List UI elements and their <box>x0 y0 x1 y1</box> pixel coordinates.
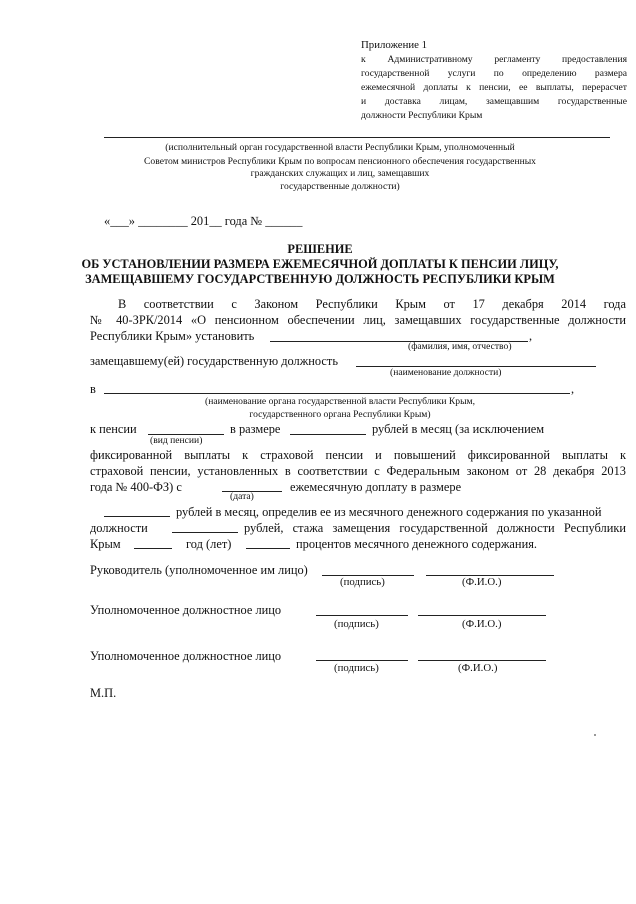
paragraph-line: должности <box>90 521 148 535</box>
hint-pension-type: (вид пенсии) <box>150 435 203 446</box>
signature-blank <box>316 615 408 616</box>
decision-subtitle: ЗАМЕЩАВШЕМУ ГОСУДАРСТВЕННУЮ ДОЛЖНОСТЬ РЕСПУБЛИКИ КРЫМ <box>85 272 555 286</box>
organ-blank <box>104 393 570 394</box>
appendix-line: государственной услуги по определению размера <box>361 68 627 79</box>
authority-hint: государственные должности) <box>280 181 400 192</box>
paragraph-line: Крым <box>90 537 121 551</box>
supplement-amount-blank <box>104 516 170 517</box>
document-page: Приложение 1 к Административному регламенту предоставления государственной услуги по определению размера ежемесячной доплаты к пенсии, ее выплаты, перерасчет и доставка лицам, замещавшим государственные должности Республики Крым (исполнительный орган государственной власти Республики Крым, уполномоченный Советом министров Республики Крым по вопросам пенсионного обеспечения государственных гражданских служащих и лиц, замещавших государственные должности) «___» ________ 201__ года № ______ РЕШЕНИЕ ОБ УСТАНОВЛЕНИИ РАЗМЕРА ЕЖЕМЕСЯЧНОЙ ДОПЛАТЫ К ПЕНСИИ ЛИЦУ, ЗАМЕЩАВШЕМУ ГОСУДАРСТВЕННУЮ ДОЛЖНОСТЬ РЕСПУБЛИКИ КРЫМ В соответствии с Законом Республики Крым от 17 декабря 2014 года № 40-ЗРК/2014 «О пенсионном обеспечении лиц, замещавших государственные должности Республики Крым» установить , (фамилия, имя, отчество) замещавшему(ей) государственную должность (наименование должности) в , (наименование органа государственной власти Республики Крым, государственного органа Республики Крым) к пенсии в размере рублей в месяц (за исключением (вид пенсии) фиксированной выплаты к страховой пенсии и повышений фиксированной выплаты к страховой пенсии, установленных в соответствии с Федеральным законом от 28 декабря 2013 года № 400-ФЗ) с ежемесячную доплату в размере (дата) рублей в месяц, определив ее из месячного денежного содержания по указанной должности рублей, стажа замещения государственной должности Республики Крым год (лет) процентов месячного денежного содержания. Руководитель (уполномоченное им лицо) (подпись) (Ф.И.О.) Уполномоченное должностное лицо (подпись) (Ф.И.О.) Уполномоченное должностное лицо (подпись) (Ф.И.О.) М.П. <box>0 0 636 904</box>
hint-fio: (фамилия, имя, отчество) <box>408 341 512 352</box>
authority-hint: гражданских служащих и лиц, замещавших <box>250 168 430 179</box>
paragraph-line: год (лет) <box>186 537 232 551</box>
percent-blank <box>246 548 290 549</box>
pension-prefix: к пенсии <box>90 422 137 436</box>
signatory-label: Уполномоченное должностное лицо <box>90 603 282 617</box>
pension-suffix: рублей в месяц (за исключением <box>372 422 545 436</box>
paragraph-line: года № 400-ФЗ) с <box>90 480 182 494</box>
scan-speck <box>594 734 596 736</box>
signatory-label: Руководитель (уполномоченное им лицо) <box>90 563 308 577</box>
years-blank <box>134 548 172 549</box>
paragraph-line: процентов месячного денежного содержания. <box>296 537 537 551</box>
appendix-line: к Административному регламенту предоставления <box>361 54 627 65</box>
appendix-title: Приложение 1 <box>361 39 428 51</box>
name-hint: (Ф.И.О.) <box>458 662 498 674</box>
paragraph-line: № 40-ЗРК/2014 «О пенсионном обеспечении лиц, замещавших государственные должности <box>90 313 626 327</box>
signatory-label: Уполномоченное должностное лицо <box>90 649 282 663</box>
hint-organ: государственного органа Республики Крым) <box>249 409 431 420</box>
salary-blank <box>172 532 238 533</box>
paragraph-line: рублей в месяц, определив ее из месячного денежного содержания по указанной <box>176 505 602 519</box>
pension-mid: в размере <box>230 422 281 436</box>
hint-date: (дата) <box>230 491 254 502</box>
appendix-line: ежемесячной доплаты к пенсии, ее выплаты, перерасчет <box>361 82 627 93</box>
paragraph-line: ежемесячную доплату в размере <box>290 480 462 494</box>
paragraph-line: Республики Крым» установить <box>90 329 255 343</box>
decision-subtitle: ОБ УСТАНОВЛЕНИИ РАЗМЕРА ЕЖЕМЕСЯЧНОЙ ДОПЛАТЫ К ПЕНСИИ ЛИЦУ, <box>81 257 559 271</box>
name-blank <box>418 615 546 616</box>
organ-prefix: в <box>90 382 96 396</box>
name-hint: (Ф.И.О.) <box>462 576 502 588</box>
authority-hint: (исполнительный орган государственной власти Республики Крым, уполномоченный <box>165 142 515 153</box>
pension-amount-blank <box>290 434 366 435</box>
appendix-line: и доставка лицам, замещавшим государственные <box>361 96 627 107</box>
decision-title: РЕШЕНИЕ <box>287 242 353 256</box>
signature-hint: (подпись) <box>334 662 379 674</box>
date-number-line: «___» ________ 201__ года № ______ <box>104 214 303 228</box>
paragraph-line: рублей, стажа замещения государственной должности Республики <box>244 521 626 535</box>
paragraph-line: В соответствии с Законом Республики Крым от 17 декабря 2014 года <box>118 297 626 311</box>
position-label: замещавшему(ей) государственную должность <box>90 354 338 368</box>
paragraph-line: страховой пенсии, установленных в соответствии с Федеральным законом от 28 декабря 2013 <box>90 464 626 478</box>
hint-position: (наименование должности) <box>390 367 502 378</box>
authority-hint: Советом министров Республики Крым по вопросам пенсионного обеспечения государственных <box>144 156 536 167</box>
hint-organ: (наименование органа государственной власти Республики Крым, <box>205 396 475 407</box>
signature-hint: (подпись) <box>334 618 379 630</box>
stamp-place: М.П. <box>90 686 117 700</box>
paragraph-line: фиксированной выплаты к страховой пенсии и повышений фиксированной выплаты к <box>90 448 626 462</box>
name-hint: (Ф.И.О.) <box>462 618 502 630</box>
appendix-line: должности Республики Крым <box>361 110 483 121</box>
signature-hint: (подпись) <box>340 576 385 588</box>
authority-underline <box>104 137 610 138</box>
